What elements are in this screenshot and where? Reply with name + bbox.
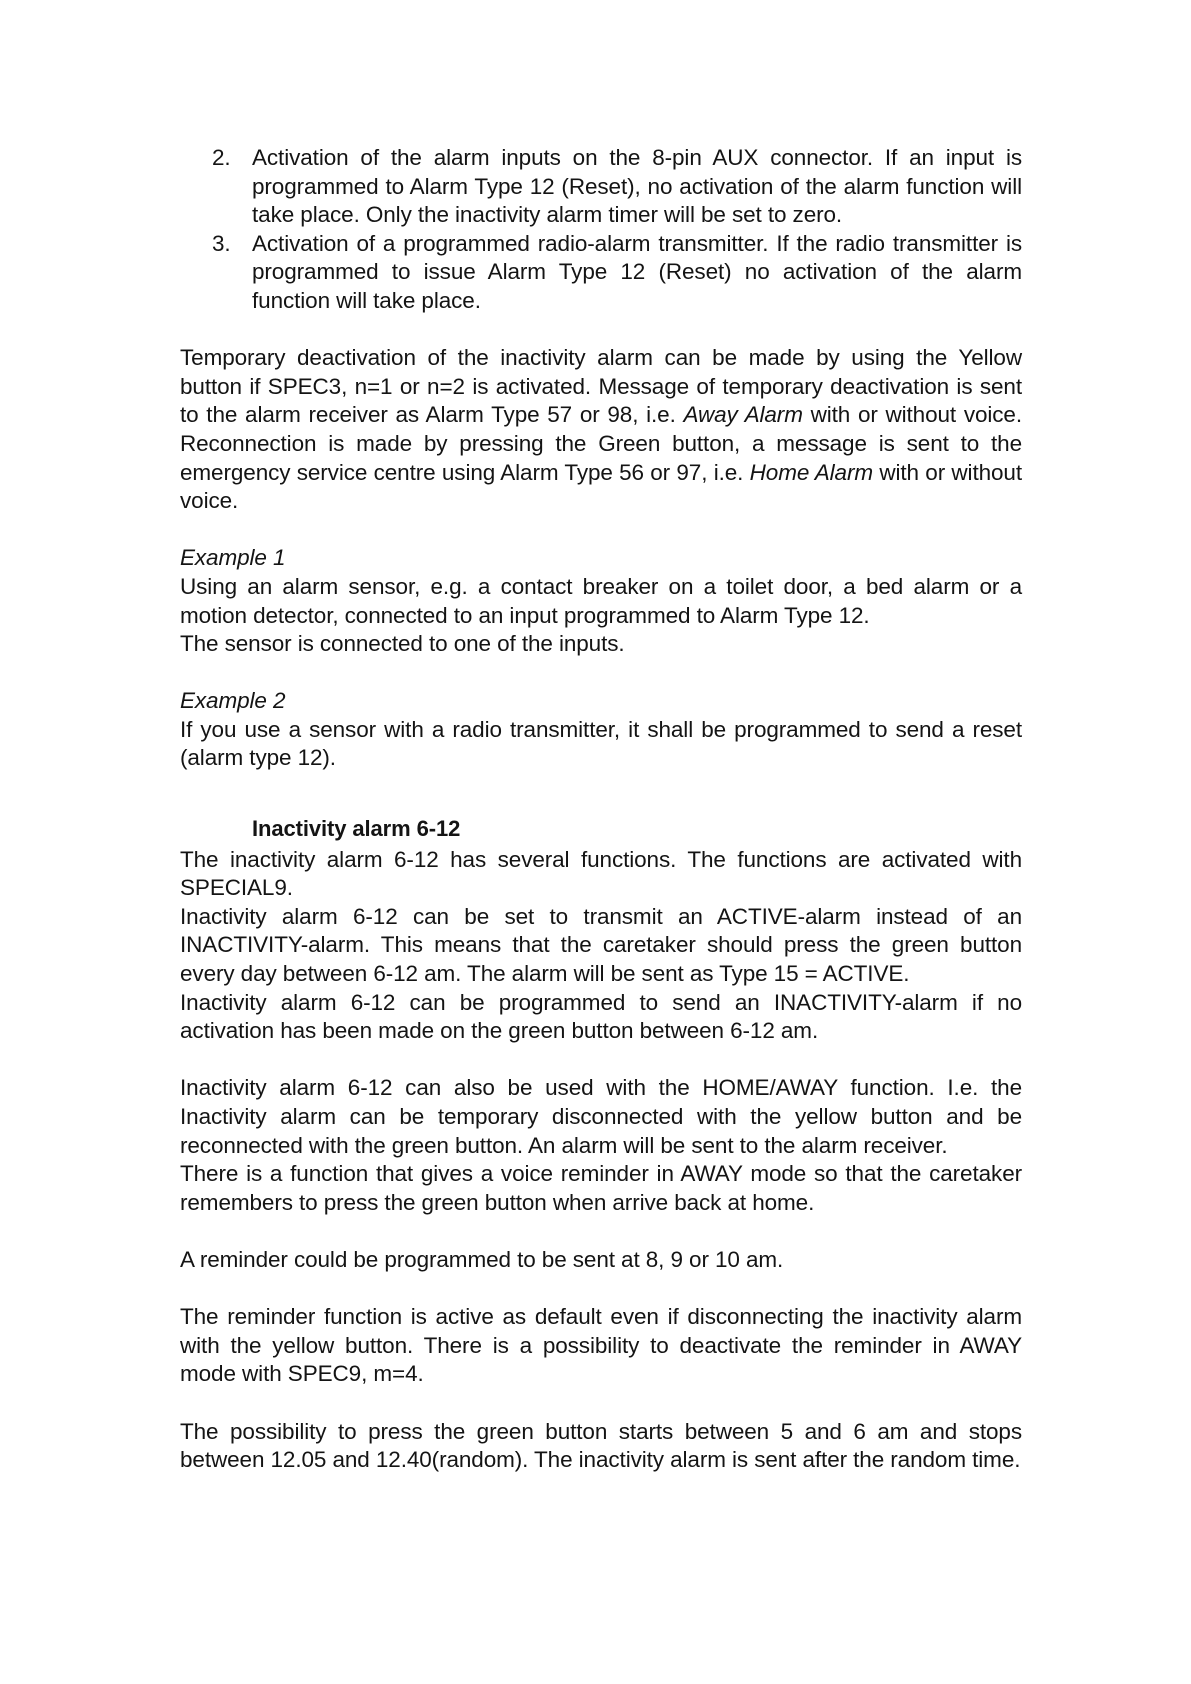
example-2-title: Example 2	[180, 688, 286, 714]
list-number: 3.	[212, 230, 231, 256]
temporary-deactivation-paragraph: Temporary deactivation of the inactivity alarm can be made by using the Yellow button if SPEC3, n=1 or n=2 is activated. Message of temporary deactivation is sent to the alarm receiver as Alarm Type 57 or 98, i.e. Away Alarm with or without voice. Reconnection is made by pressing the Green button, a message is sent to the emergency service centre using Alarm Type 56 or 97, i.e. Home Alarm with or without voice.	[180, 345, 1022, 514]
numbered-list	[180, 144, 1022, 316]
section-paragraph: Inactivity alarm 6-12 can be programmed to send an INACTIVITY-alarm if no activation has been made on the green button between 6-12 am.	[180, 989, 1022, 1044]
document-page	[180, 144, 1022, 1475]
section-paragraph: There is a function that gives a voice reminder in AWAY mode so that the caretaker remembers to press the green button when arrive back at home.	[180, 1161, 1022, 1215]
away-alarm-term: Away Alarm	[683, 402, 803, 428]
list-number: 2.	[212, 145, 231, 170]
section-paragraph: Inactivity alarm 6-12 can also be used with the HOME/AWAY function. I.e. the Inactivity alarm can be temporary disconnected with the yellow button and be reconnected with the green button. An alarm will be sent to the alarm receiver.	[180, 1075, 1022, 1158]
example-1-title: Example 1	[180, 545, 286, 571]
list-item-text: Activation of the alarm inputs on the 8-pin AUX connector. If an input is programmed to Alarm Type 12 (Reset), no activation of the alarm function will take place. Only the inactivity alarm timer will be set to zero.	[252, 145, 1022, 228]
section-paragraph: Inactivity alarm 6-12 can be set to transmit an ACTIVE-alarm instead of an INACTIVITY-alarm. This means that the caretaker should press the green button every day between 6-12 am. The alarm will be sent as Type 15 = ACTIVE.	[180, 903, 1022, 987]
example-1-note: The sensor is connected to one of the inputs.	[180, 631, 625, 657]
list-item-text: Activation of a programmed radio-alarm transmitter. If the radio transmitter is programmed to issue Alarm Type 12 (Reset) no activation of the alarm function will take place.	[252, 230, 1022, 313]
section-paragraph: The inactivity alarm 6-12 has several functions. The functions are activated with SPECIAL9.	[180, 846, 1022, 901]
example-1-text: Using an alarm sensor, e.g. a contact breaker on a toilet door, a bed alarm or a motion detector, connected to an input programmed to Alarm Type 12.	[180, 573, 1022, 628]
list-item	[180, 144, 1022, 230]
section-paragraph: The possibility to press the green button starts between 5 and 6 am and stops between 12.05 and 12.40(random). The inactivity alarm is sent after the random time.	[180, 1418, 1022, 1473]
example-2-text: If you use a sensor with a radio transmitter, it shall be programmed to send a reset (alarm type 12).	[180, 716, 1022, 771]
section-paragraph: The reminder function is active as default even if disconnecting the inactivity alarm with the yellow button. There is a possibility to deactivate the reminder in AWAY mode with SPEC9, m=4.	[180, 1304, 1022, 1387]
list-item	[180, 230, 1022, 316]
section-heading: Inactivity alarm 6-12	[252, 816, 461, 842]
section-paragraph: A reminder could be programmed to be sent at 8, 9 or 10 am.	[180, 1246, 784, 1272]
home-alarm-term: Home Alarm	[749, 459, 874, 485]
